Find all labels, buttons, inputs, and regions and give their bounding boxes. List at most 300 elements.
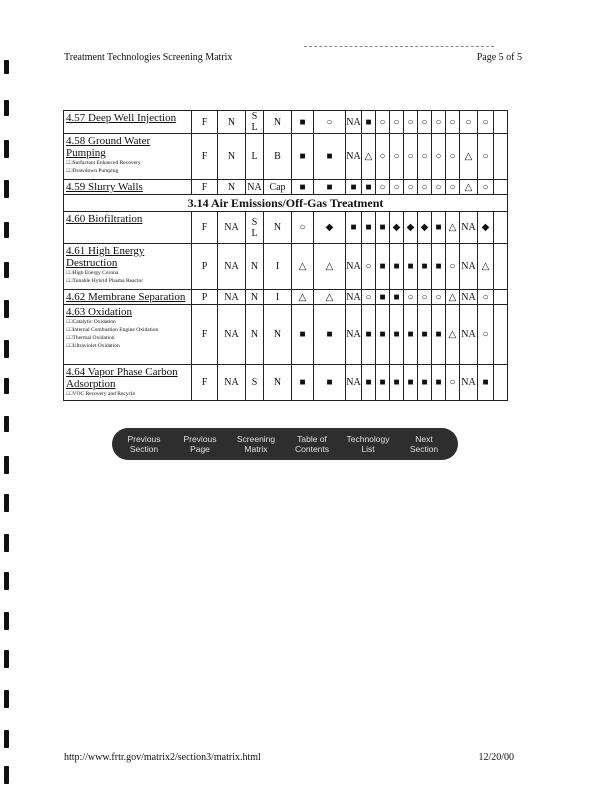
- rating-cell: [376, 244, 390, 290]
- rating-cell: [192, 365, 218, 401]
- rating-value: ■: [379, 261, 386, 272]
- rating-cell: [218, 134, 246, 180]
- rating-cell: [446, 244, 460, 290]
- rating-value: △: [464, 181, 473, 193]
- rating-value: ■: [299, 116, 306, 128]
- rating-cell: [218, 180, 246, 195]
- rating-value: ○: [407, 291, 414, 303]
- page-number: Page 5 of 5: [476, 52, 522, 63]
- rating-cell: [478, 212, 494, 244]
- rating-cell: [346, 111, 362, 134]
- rating-cell: [192, 244, 218, 290]
- rating-cell: [446, 290, 460, 305]
- rating-cell: [292, 212, 314, 244]
- technology-link[interactable]: 4.60 Biofiltration: [66, 213, 143, 225]
- document-title: Treatment Technologies Screening Matrix: [64, 52, 233, 63]
- rating-cell: [192, 134, 218, 180]
- rating-cell: [346, 180, 362, 195]
- technology-row: [64, 244, 508, 290]
- rating-value: ■: [407, 329, 414, 340]
- rating-cell: [390, 244, 404, 290]
- technology-link[interactable]: 4.61 High Energy Destruction: [66, 245, 145, 269]
- rating-cell: [246, 212, 264, 244]
- rating-cell: [478, 305, 494, 365]
- rating-cell: [432, 134, 446, 180]
- rating-cell: [314, 134, 346, 180]
- rating-value: ○: [365, 291, 372, 303]
- rating-value: ○: [482, 329, 489, 340]
- rating-value: F: [201, 222, 208, 233]
- rating-value: △: [448, 329, 457, 340]
- empty-cell: [494, 180, 508, 195]
- rating-cell: [432, 111, 446, 134]
- rating-value: ○: [379, 116, 386, 128]
- sub-technology-label: Drawdown Pumping: [72, 168, 119, 174]
- rating-cell: [362, 365, 376, 401]
- rating-cell: [376, 290, 390, 305]
- sub-technology-item[interactable]: [66, 326, 189, 334]
- rating-value: ○: [449, 181, 456, 193]
- rating-value: △: [448, 291, 457, 303]
- sub-technology-item[interactable]: [66, 318, 189, 326]
- nav-label-line1: Previous: [127, 434, 161, 444]
- rating-cell: [218, 244, 246, 290]
- rating-value: S: [251, 377, 258, 388]
- rating-cell: [418, 212, 432, 244]
- checkbox-icon: □□: [66, 335, 73, 341]
- rating-cell: [314, 305, 346, 365]
- rating-value: ■: [407, 261, 414, 272]
- rating-cell: [404, 134, 418, 180]
- rating-value: NA: [346, 291, 361, 303]
- rating-value: △: [325, 291, 334, 303]
- rating-value: ■: [365, 377, 372, 388]
- rating-cell: [460, 305, 478, 365]
- rating-cell: [264, 305, 292, 365]
- rating-value: △: [364, 151, 373, 162]
- rating-value: ○: [365, 261, 372, 272]
- nav-label-line1: Next: [415, 434, 433, 444]
- rating-value: NA: [346, 377, 361, 388]
- technology-link[interactable]: 4.59 Slurry Walls: [66, 181, 143, 193]
- rating-value: ■: [435, 377, 442, 388]
- rating-value: ◆: [420, 222, 429, 233]
- rating-value: ■: [435, 329, 442, 340]
- rating-value: ○: [407, 151, 414, 162]
- rating-cell: [376, 134, 390, 180]
- rating-cell: [292, 111, 314, 134]
- rating-cell: [404, 305, 418, 365]
- rating-value: ■: [379, 329, 386, 340]
- rating-value: ○: [435, 151, 442, 162]
- empty-cell: [494, 212, 508, 244]
- rating-value: ○: [449, 377, 456, 388]
- rating-cell: [362, 212, 376, 244]
- rating-cell: [346, 212, 362, 244]
- rating-value: ■: [365, 329, 372, 340]
- rating-cell: [418, 111, 432, 134]
- rating-value: ○: [407, 181, 414, 193]
- nav-button-2[interactable]: [230, 428, 282, 460]
- rating-value: ○: [449, 261, 456, 272]
- rating-cell: [218, 305, 246, 365]
- rating-cell: [346, 134, 362, 180]
- rating-value: N: [273, 377, 282, 388]
- rating-value: △: [481, 261, 490, 272]
- rating-value: ○: [393, 151, 400, 162]
- rating-value: N: [227, 151, 236, 162]
- rating-value: ○: [393, 181, 400, 193]
- sub-technology-item[interactable]: [66, 334, 189, 342]
- nav-button-4[interactable]: [342, 428, 394, 460]
- rating-cell: [418, 244, 432, 290]
- rating-value: N: [250, 291, 259, 303]
- rating-value: ■: [326, 377, 333, 388]
- rating-value: ■: [326, 329, 333, 340]
- empty-cell: [494, 111, 508, 134]
- rating-value: S L: [251, 111, 258, 133]
- sub-technology-item[interactable]: [66, 167, 189, 175]
- sub-technology-item[interactable]: [66, 277, 189, 285]
- technology-link[interactable]: 4.57 Deep Well Injection: [66, 112, 177, 124]
- rating-cell: [478, 180, 494, 195]
- rating-cell: [478, 365, 494, 401]
- technology-row: [64, 305, 508, 365]
- rating-value: ○: [482, 151, 489, 162]
- rating-value: △: [325, 261, 334, 272]
- sub-technology-label: Surfactant Enhanced Recovery: [72, 160, 141, 166]
- rating-cell: [218, 290, 246, 305]
- rating-cell: [404, 244, 418, 290]
- rating-value: NA: [224, 291, 239, 303]
- checkbox-icon: □□: [66, 327, 73, 333]
- rating-cell: [264, 134, 292, 180]
- rating-cell: [432, 365, 446, 401]
- rating-cell: [246, 134, 264, 180]
- rating-cell: [218, 212, 246, 244]
- checkbox-icon: □□: [66, 270, 73, 276]
- rating-value: ○: [465, 116, 472, 128]
- rating-cell: [460, 134, 478, 180]
- rating-cell: [192, 180, 218, 195]
- rating-cell: [292, 365, 314, 401]
- sub-technology-label: VOC Recovery and Recycle: [72, 391, 135, 397]
- rating-cell: [446, 180, 460, 195]
- technology-row: [64, 365, 508, 401]
- empty-cell: [494, 290, 508, 305]
- technology-row: [64, 134, 508, 180]
- rating-value: ■: [393, 261, 400, 272]
- rating-cell: [192, 290, 218, 305]
- rating-cell: [432, 212, 446, 244]
- rating-cell: [292, 244, 314, 290]
- rating-value: NA: [346, 329, 361, 340]
- rating-value: B: [274, 151, 281, 162]
- nav-label-line2: Contents: [294, 444, 330, 454]
- rating-value: I: [275, 291, 280, 303]
- rating-value: ◆: [481, 222, 490, 233]
- rating-cell: [390, 134, 404, 180]
- rating-value: ■: [435, 222, 442, 233]
- rating-value: ■: [299, 181, 306, 193]
- rating-cell: [376, 212, 390, 244]
- rating-value: ○: [482, 181, 489, 193]
- rating-cell: [192, 305, 218, 365]
- rating-cell: [376, 305, 390, 365]
- rating-cell: [446, 134, 460, 180]
- source-url: http://www.frtr.gov/matrix2/section3/matrix.html: [64, 752, 261, 763]
- rating-value: P: [201, 291, 208, 303]
- technology-row: [64, 180, 508, 195]
- rating-cell: [460, 365, 478, 401]
- rating-cell: [264, 180, 292, 195]
- rating-cell: [418, 134, 432, 180]
- rating-value: ■: [350, 181, 357, 193]
- nav-button-0[interactable]: [118, 428, 170, 460]
- rating-value: N: [250, 329, 259, 340]
- rating-cell: [376, 365, 390, 401]
- rating-cell: [376, 111, 390, 134]
- rating-value: Cap: [269, 181, 286, 193]
- technology-link[interactable]: 4.62 Membrane Separation: [66, 291, 186, 303]
- rating-value: S L: [251, 216, 258, 239]
- rating-value: ■: [421, 377, 428, 388]
- rating-cell: [390, 111, 404, 134]
- rating-value: ○: [435, 181, 442, 193]
- technology-name-cell: [64, 111, 192, 134]
- rating-cell: [314, 212, 346, 244]
- rating-cell: [264, 290, 292, 305]
- rating-cell: [446, 365, 460, 401]
- rating-value: ○: [482, 291, 489, 303]
- rating-value: ■: [482, 377, 489, 388]
- rating-cell: [404, 180, 418, 195]
- rating-value: ■: [379, 291, 386, 303]
- rating-cell: [346, 290, 362, 305]
- rating-cell: [432, 290, 446, 305]
- rating-cell: [404, 365, 418, 401]
- rating-cell: [478, 290, 494, 305]
- technology-name-cell: [64, 134, 192, 180]
- checkbox-icon: □□: [66, 278, 73, 284]
- rating-value: ○: [421, 291, 428, 303]
- rating-value: ■: [421, 329, 428, 340]
- rating-cell: [418, 290, 432, 305]
- rating-cell: [460, 180, 478, 195]
- rating-value: ○: [326, 116, 333, 128]
- rating-value: F: [201, 377, 208, 388]
- rating-cell: [432, 180, 446, 195]
- technology-name-cell: [64, 305, 192, 365]
- sub-technology-item[interactable]: [66, 269, 189, 277]
- rating-value: NA: [224, 329, 239, 340]
- technology-list-icon: [346, 434, 389, 454]
- rating-cell: [460, 290, 478, 305]
- rating-value: P: [201, 261, 208, 272]
- print-date: 12/20/00: [478, 752, 514, 763]
- rating-value: NA: [224, 222, 239, 233]
- checkbox-icon: □□: [66, 160, 73, 166]
- rating-value: ■: [299, 377, 306, 388]
- rating-cell: [246, 365, 264, 401]
- rating-cell: [404, 212, 418, 244]
- rating-cell: [362, 111, 376, 134]
- rating-cell: [314, 180, 346, 195]
- rating-cell: [346, 365, 362, 401]
- rating-value: NA: [346, 116, 361, 128]
- rating-value: NA: [461, 291, 476, 303]
- technology-link[interactable]: 4.58 Ground Water Pumping: [66, 135, 151, 159]
- nav-label-line1: Screening: [236, 434, 276, 444]
- nav-button-3[interactable]: [286, 428, 338, 460]
- rating-value: ○: [435, 291, 442, 303]
- sub-technology-label: High Energy Corona: [72, 270, 119, 276]
- rating-cell: [314, 244, 346, 290]
- navigation-bar: [112, 428, 458, 460]
- technology-name-cell: [64, 180, 192, 195]
- rating-cell: [314, 111, 346, 134]
- rating-value: ○: [421, 151, 428, 162]
- rating-cell: [192, 212, 218, 244]
- rating-cell: [460, 244, 478, 290]
- rating-cell: [246, 290, 264, 305]
- rating-cell: [362, 134, 376, 180]
- rating-cell: [362, 244, 376, 290]
- sub-technology-item[interactable]: [66, 390, 189, 398]
- page-header: [64, 52, 532, 68]
- next-section-icon: [410, 434, 438, 454]
- rating-value: ■: [299, 151, 306, 162]
- checkbox-icon: □□: [66, 391, 73, 397]
- sub-technology-item[interactable]: [66, 159, 189, 167]
- technology-row: [64, 111, 508, 134]
- nav-button-1[interactable]: [174, 428, 226, 460]
- rating-cell: [478, 111, 494, 134]
- rating-cell: [292, 305, 314, 365]
- technology-name-cell: [64, 244, 192, 290]
- rating-value: F: [201, 151, 208, 162]
- rating-value: ■: [393, 329, 400, 340]
- previous-section-icon: [127, 434, 160, 454]
- rating-value: NA: [461, 377, 476, 388]
- rating-cell: [404, 290, 418, 305]
- rating-cell: [432, 305, 446, 365]
- rating-value: ◆: [406, 222, 415, 233]
- nav-label-line2: List: [361, 444, 375, 454]
- rating-value: ■: [365, 222, 372, 233]
- rating-cell: [218, 111, 246, 134]
- rating-value: ■: [365, 116, 372, 128]
- rating-cell: [264, 111, 292, 134]
- rating-cell: [446, 212, 460, 244]
- rating-cell: [478, 134, 494, 180]
- rating-cell: [246, 111, 264, 134]
- section-heading-row: [64, 195, 508, 212]
- rating-cell: [314, 290, 346, 305]
- rating-cell: [362, 180, 376, 195]
- rating-value: ○: [482, 116, 489, 128]
- screening-matrix-table: [63, 110, 508, 401]
- checkbox-icon: □□: [66, 343, 73, 349]
- rating-value: ○: [379, 151, 386, 162]
- rating-cell: [264, 244, 292, 290]
- contents-icon: [295, 434, 329, 454]
- sub-technology-label: Thermal Oxidation: [72, 335, 115, 341]
- rating-cell: [264, 365, 292, 401]
- section-heading: 3.14 Air Emissions/Off-Gas Treatment: [64, 195, 508, 212]
- rating-cell: [346, 305, 362, 365]
- rating-cell: [292, 290, 314, 305]
- rating-value: NA: [461, 261, 476, 272]
- sub-technology-label: Ultraviolet Oxidation: [72, 343, 120, 349]
- rating-value: ◆: [392, 222, 401, 233]
- empty-cell: [494, 305, 508, 365]
- nav-button-5[interactable]: [398, 428, 450, 460]
- rating-value: ■: [393, 291, 400, 303]
- rating-cell: [390, 180, 404, 195]
- rating-value: N: [250, 261, 259, 272]
- rating-value: ○: [407, 116, 414, 128]
- technology-name-cell: [64, 212, 192, 244]
- rating-value: △: [448, 222, 457, 233]
- technology-link[interactable]: 4.64 Vapor Phase Carbon Adsorption: [66, 366, 178, 390]
- rating-cell: [192, 111, 218, 134]
- rating-value: ○: [299, 222, 306, 233]
- rating-cell: [460, 111, 478, 134]
- rating-value: N: [227, 116, 236, 128]
- rating-cell: [292, 180, 314, 195]
- rating-cell: [404, 111, 418, 134]
- rating-value: ■: [379, 377, 386, 388]
- empty-cell: [494, 365, 508, 401]
- rating-cell: [418, 305, 432, 365]
- rating-value: L: [251, 151, 258, 162]
- rating-value: ■: [350, 222, 357, 233]
- sub-technology-label: Tunable Hybrid Plasma Reactor: [72, 278, 144, 284]
- rating-cell: [390, 365, 404, 401]
- rating-value: NA: [247, 181, 262, 193]
- rating-value: △: [298, 291, 307, 303]
- nav-label-line1: Table of: [297, 434, 327, 444]
- sub-technology-label: Catalytic Oxidation: [72, 319, 116, 325]
- rating-cell: [446, 111, 460, 134]
- sub-technology-item[interactable]: [66, 342, 189, 350]
- rating-value: ■: [379, 222, 386, 233]
- technology-link[interactable]: 4.63 Oxidation: [66, 306, 132, 318]
- rating-cell: [292, 134, 314, 180]
- rating-value: NA: [346, 261, 361, 272]
- rating-value: NA: [461, 329, 476, 340]
- sub-technology-label: Internal Combustion Engine Oxidation: [72, 327, 159, 333]
- empty-cell: [494, 244, 508, 290]
- previous-page-icon: [183, 434, 216, 454]
- rating-cell: [390, 305, 404, 365]
- checkbox-icon: □□: [66, 319, 73, 325]
- rating-value: N: [227, 181, 236, 193]
- rating-cell: [346, 244, 362, 290]
- nav-label-line2: Matrix: [244, 444, 268, 454]
- rating-value: N: [273, 329, 282, 340]
- technology-name-cell: [64, 365, 192, 401]
- rating-value: I: [275, 261, 280, 272]
- rating-value: ■: [407, 377, 414, 388]
- nav-label-line1: Technology: [346, 434, 390, 444]
- rating-cell: [390, 212, 404, 244]
- rating-value: F: [201, 116, 208, 128]
- screening-matrix-icon: [237, 434, 275, 454]
- rating-cell: [418, 365, 432, 401]
- rating-value: ■: [326, 181, 333, 193]
